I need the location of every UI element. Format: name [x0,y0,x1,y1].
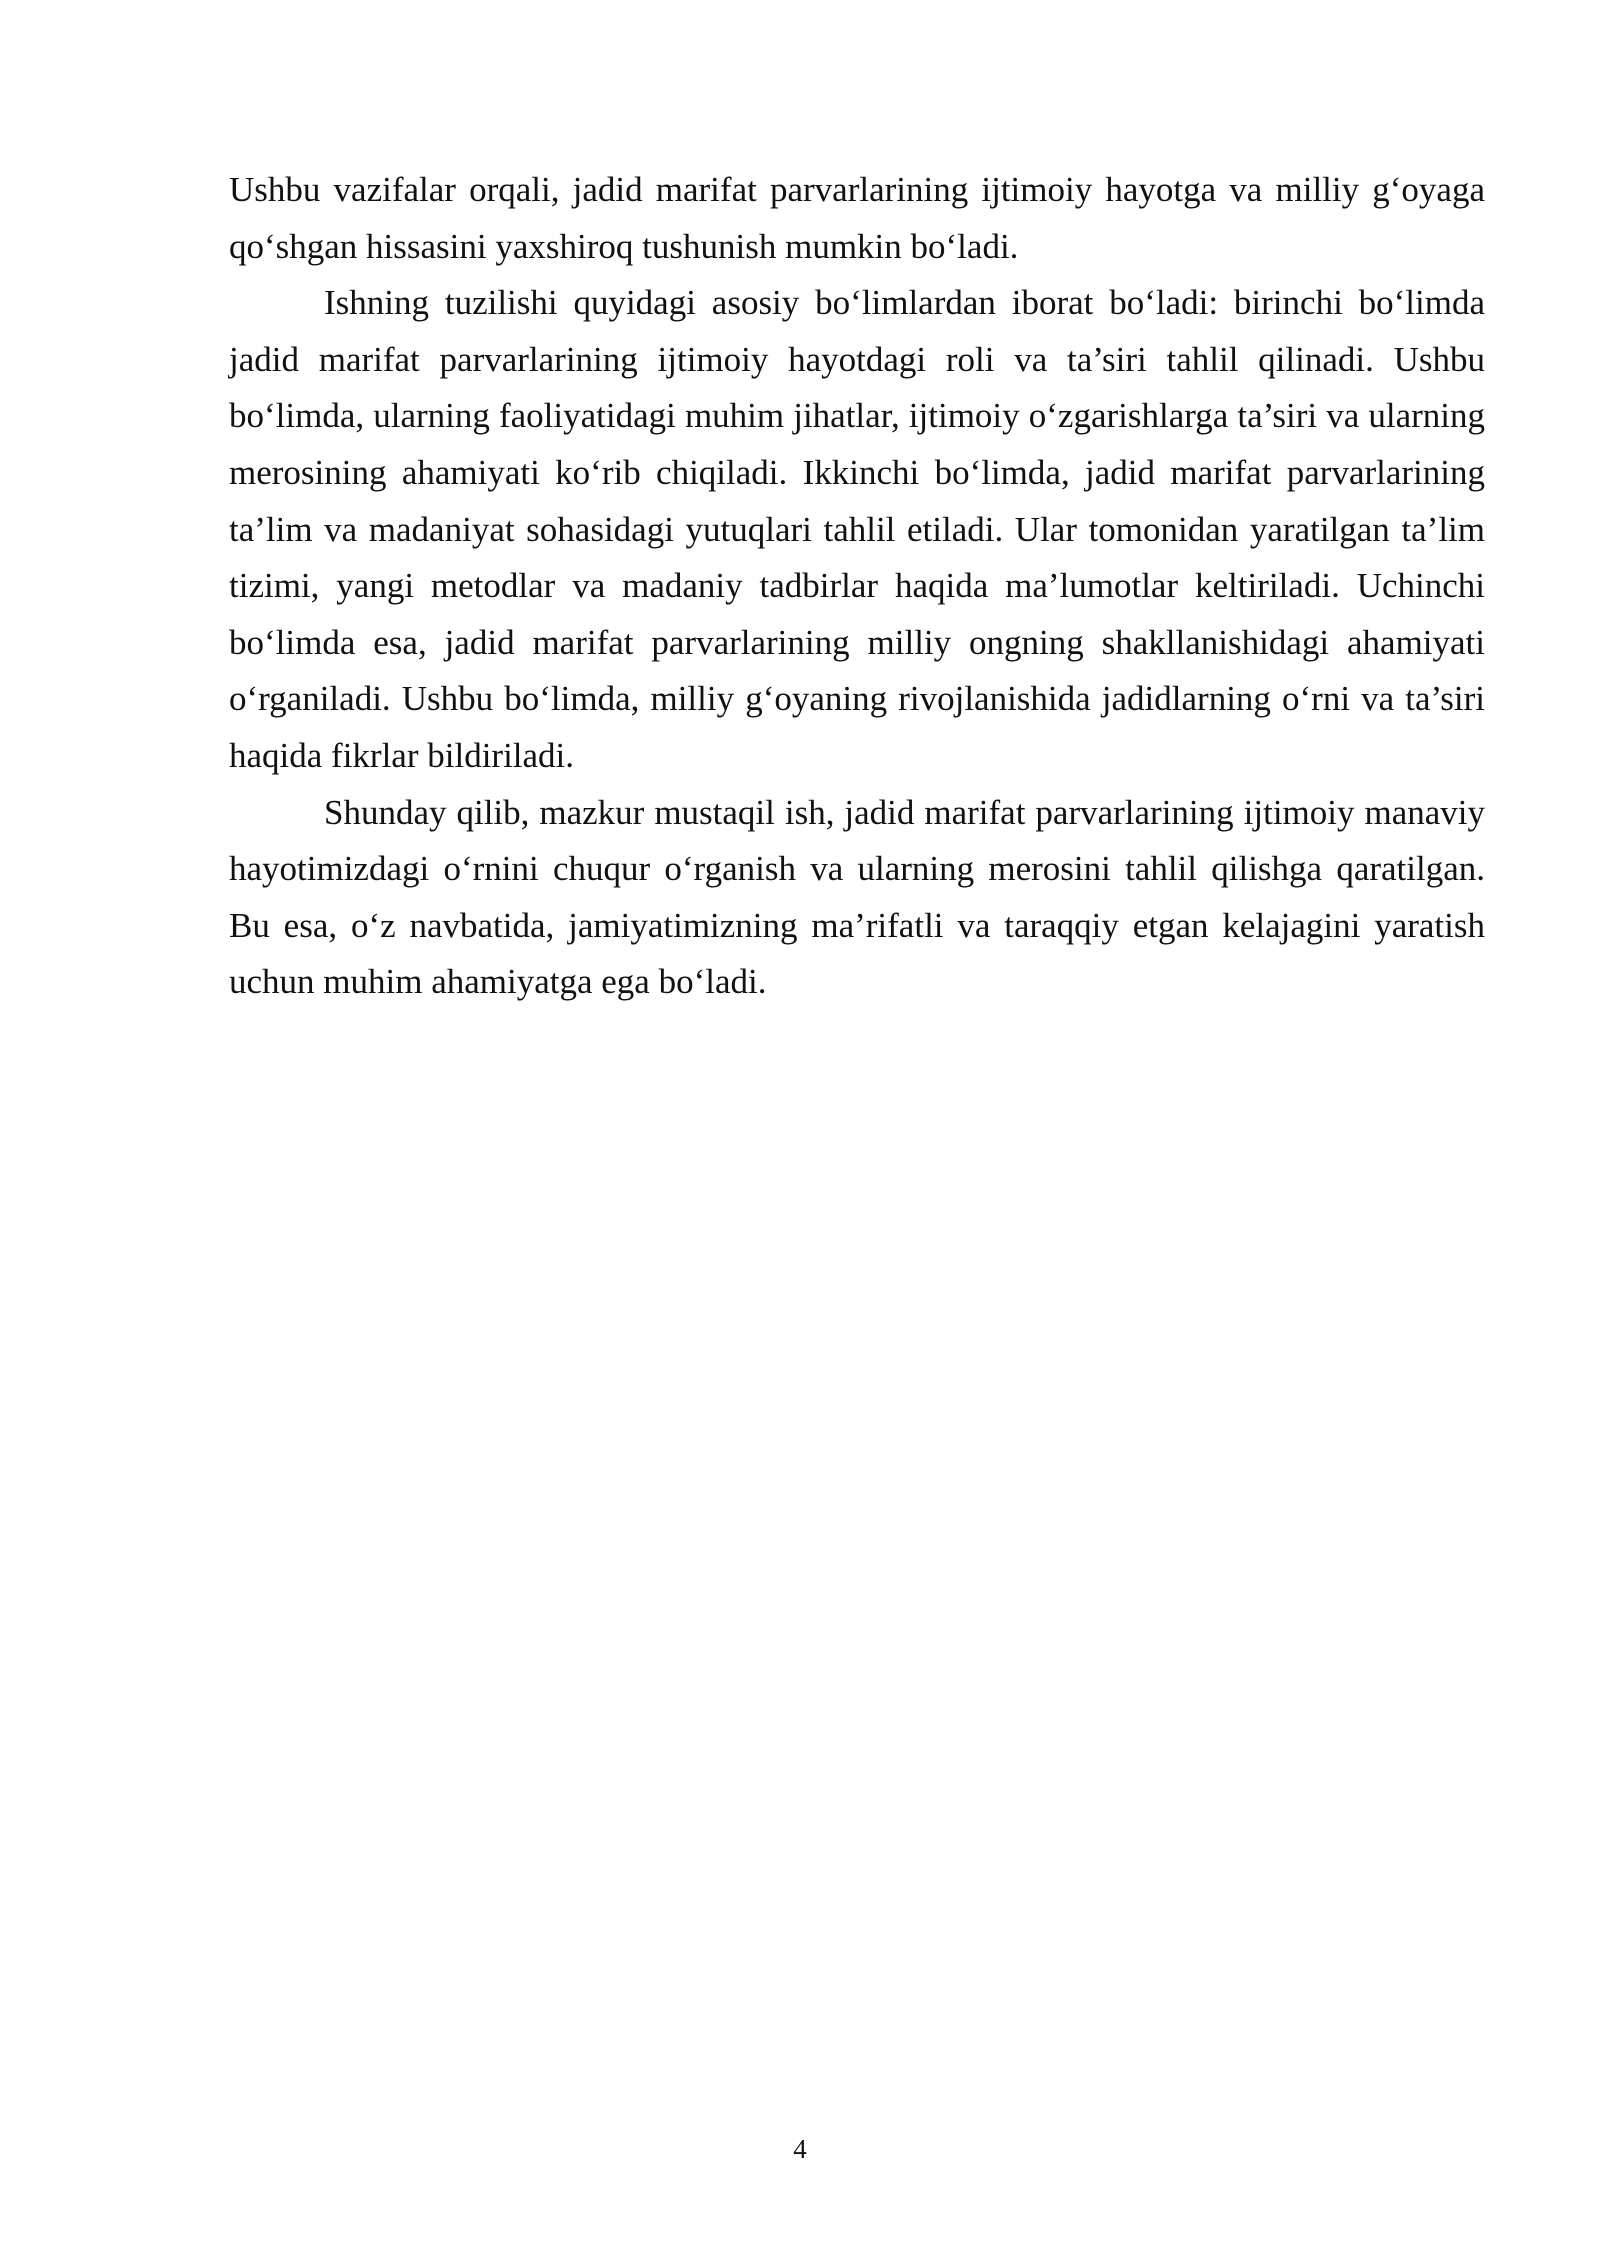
paragraph-work-structure: Ishning tuzilishi quyidagi asosiy bo‘limlardan iborat bo‘ladi: birinchi bo‘limda jadid marifat parvarlarining ijtimoiy hayotdagi roli va ta’siri tahlil qilinadi. Ushbu bo‘limda, ularning faoliyatidagi muhim jihatlar, ijtimoiy o‘zgarishlarga ta’siri va ularning merosining ahamiyati ko‘rib chiqiladi. Ikkinchi bo‘limda, jadid marifat parvarlarining ta’lim va madaniyat sohasidagi yutuqlari tahlil etiladi. Ular tomonidan yaratilgan ta’lim tizimi, yangi metodlar va madaniy tadbirlar haqida ma’lumotlar keltiriladi. Uchinchi bo‘limda esa, jadid marifat parvarlarining milliy ongning shakllanishidagi ahamiyati o‘rganiladi. Ushbu bo‘limda, milliy g‘oyaning rivojlanishida jadidlarning o‘rni va ta’siri haqida fikrlar bildiriladi. [229,283,1485,775]
paragraph-conclusion: Shunday qilib, mazkur mustaqil ish, jadid marifat parvarlarining ijtimoiy manaviy hayotimizdagi o‘rnini chuqur o‘rganish va ularning merosini tahlil qilishga qaratilgan. Bu esa, o‘z navbatida, jamiyatimizning ma’rifatli va taraqqiy etgan kelajagini yaratish uchun muhim ahamiyatga ega bo‘ladi. [229,792,1485,1002]
body-text [229,162,1485,1011]
paragraph-intro-continuation: Ushbu vazifalar orqali, jadid marifat parvarlarining ijtimoiy hayotga va milliy g‘oyaga qo‘shgan hissasini yaxshiroq tushunish mumkin bo‘ladi. [229,170,1485,266]
page-number: 4 [793,2134,807,2164]
